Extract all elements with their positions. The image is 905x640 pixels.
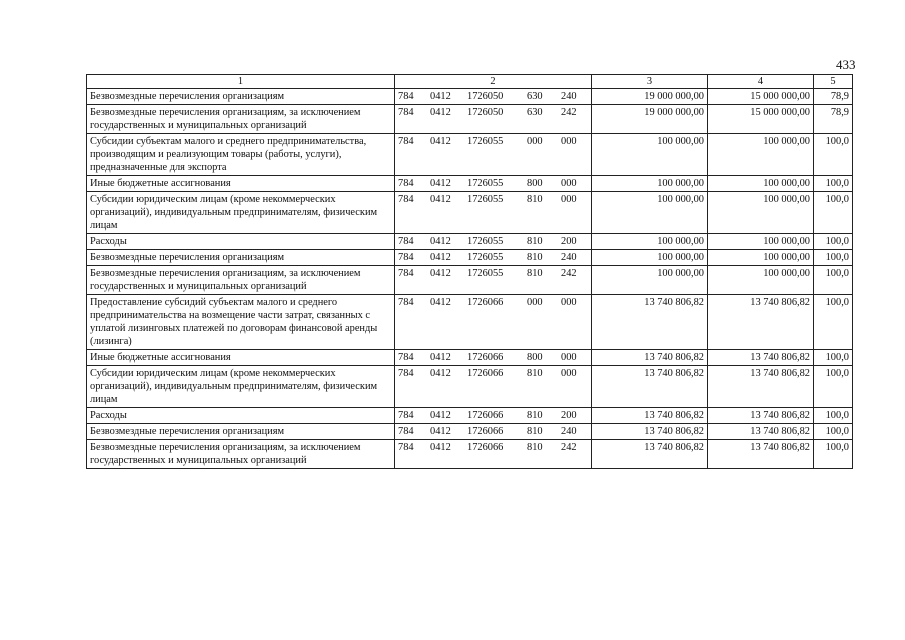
row-code-2: 0412 bbox=[430, 178, 451, 189]
row-code-5: 200 bbox=[561, 410, 577, 421]
table-row bbox=[87, 350, 853, 366]
row-value-col-3: 100 000,00 bbox=[592, 176, 708, 192]
row-name: Безвозмездные перечисления организациям bbox=[87, 424, 395, 440]
row-percent: 100,0 bbox=[814, 424, 853, 440]
row-code-1: 784 bbox=[398, 91, 414, 102]
row-code-2: 0412 bbox=[430, 410, 451, 421]
row-code-3: 1726055 bbox=[467, 178, 504, 189]
row-codes bbox=[395, 366, 592, 408]
row-value-col-4: 13 740 806,82 bbox=[708, 424, 814, 440]
row-name: Безвозмездные перечисления организациям bbox=[87, 250, 395, 266]
row-codes bbox=[395, 424, 592, 440]
row-value-col-3: 13 740 806,82 bbox=[592, 408, 708, 424]
row-value-col-4: 100 000,00 bbox=[708, 134, 814, 176]
table-row bbox=[87, 250, 853, 266]
row-code-4: 810 bbox=[527, 252, 543, 263]
table-row bbox=[87, 440, 853, 469]
row-code-2: 0412 bbox=[430, 252, 451, 263]
row-code-2: 0412 bbox=[430, 352, 451, 363]
row-name: Иные бюджетные ассигнования bbox=[87, 176, 395, 192]
row-code-1: 784 bbox=[398, 136, 414, 147]
table-row bbox=[87, 176, 853, 192]
table-row bbox=[87, 234, 853, 250]
row-code-1: 784 bbox=[398, 178, 414, 189]
row-name: Безвозмездные перечисления организациям, за исключением государственных и муниципальных организаций bbox=[87, 266, 395, 295]
row-code-4: 800 bbox=[527, 352, 543, 363]
row-code-4: 810 bbox=[527, 426, 543, 437]
row-codes bbox=[395, 105, 592, 134]
row-value-col-4: 100 000,00 bbox=[708, 176, 814, 192]
row-code-3: 1726066 bbox=[467, 352, 504, 363]
row-code-3: 1726066 bbox=[467, 368, 504, 379]
row-percent: 100,0 bbox=[814, 408, 853, 424]
row-codes bbox=[395, 250, 592, 266]
row-code-5: 200 bbox=[561, 236, 577, 247]
row-value-col-4: 100 000,00 bbox=[708, 266, 814, 295]
row-value-col-3: 100 000,00 bbox=[592, 192, 708, 234]
row-code-5: 240 bbox=[561, 252, 577, 263]
row-percent: 100,0 bbox=[814, 350, 853, 366]
row-code-5: 000 bbox=[561, 368, 577, 379]
row-percent: 78,9 bbox=[814, 105, 853, 134]
row-value-col-4: 13 740 806,82 bbox=[708, 295, 814, 350]
row-code-2: 0412 bbox=[430, 426, 451, 437]
row-value-col-3: 100 000,00 bbox=[592, 134, 708, 176]
table-row bbox=[87, 192, 853, 234]
header-col-3: 3 bbox=[592, 75, 708, 89]
budget-table bbox=[86, 74, 853, 469]
page-number: 433 bbox=[836, 57, 856, 72]
row-code-3: 1726066 bbox=[467, 297, 504, 308]
row-code-1: 784 bbox=[398, 268, 414, 279]
row-value-col-4: 13 740 806,82 bbox=[708, 350, 814, 366]
row-code-3: 1726066 bbox=[467, 410, 504, 421]
row-codes bbox=[395, 89, 592, 105]
row-name: Иные бюджетные ассигнования bbox=[87, 350, 395, 366]
row-codes bbox=[395, 192, 592, 234]
row-percent: 100,0 bbox=[814, 250, 853, 266]
row-code-4: 810 bbox=[527, 194, 543, 205]
row-code-3: 1726055 bbox=[467, 252, 504, 263]
row-value-col-3: 13 740 806,82 bbox=[592, 350, 708, 366]
table-header-row bbox=[87, 75, 853, 89]
row-name: Безвозмездные перечисления организациям, за исключением государственных и муниципальных организаций bbox=[87, 440, 395, 469]
row-codes bbox=[395, 350, 592, 366]
row-value-col-4: 100 000,00 bbox=[708, 192, 814, 234]
header-col-1: 1 bbox=[87, 75, 395, 89]
row-value-col-3: 13 740 806,82 bbox=[592, 295, 708, 350]
row-value-col-4: 13 740 806,82 bbox=[708, 366, 814, 408]
row-percent: 100,0 bbox=[814, 192, 853, 234]
row-percent: 100,0 bbox=[814, 366, 853, 408]
row-value-col-4: 15 000 000,00 bbox=[708, 105, 814, 134]
header-col-4: 4 bbox=[708, 75, 814, 89]
row-value-col-3: 13 740 806,82 bbox=[592, 366, 708, 408]
row-code-1: 784 bbox=[398, 352, 414, 363]
row-value-col-4: 100 000,00 bbox=[708, 250, 814, 266]
row-name: Расходы bbox=[87, 234, 395, 250]
row-value-col-4: 100 000,00 bbox=[708, 234, 814, 250]
row-code-4: 630 bbox=[527, 107, 543, 118]
row-code-1: 784 bbox=[398, 442, 414, 453]
row-percent: 78,9 bbox=[814, 89, 853, 105]
row-code-4: 000 bbox=[527, 136, 543, 147]
header-col-5: 5 bbox=[814, 75, 853, 89]
row-code-2: 0412 bbox=[430, 136, 451, 147]
row-codes bbox=[395, 440, 592, 469]
row-code-4: 810 bbox=[527, 268, 543, 279]
row-code-2: 0412 bbox=[430, 194, 451, 205]
row-code-1: 784 bbox=[398, 236, 414, 247]
row-code-2: 0412 bbox=[430, 442, 451, 453]
row-value-col-3: 19 000 000,00 bbox=[592, 105, 708, 134]
row-code-4: 800 bbox=[527, 178, 543, 189]
row-code-2: 0412 bbox=[430, 107, 451, 118]
row-code-1: 784 bbox=[398, 426, 414, 437]
row-code-5: 240 bbox=[561, 91, 577, 102]
row-code-5: 000 bbox=[561, 194, 577, 205]
row-code-1: 784 bbox=[398, 107, 414, 118]
row-code-4: 810 bbox=[527, 236, 543, 247]
row-name: Субсидии юридическим лицам (кроме некоммерческих организаций), индивидуальным предпринимателям, физическим лицам bbox=[87, 192, 395, 234]
table-row bbox=[87, 295, 853, 350]
row-code-4: 000 bbox=[527, 297, 543, 308]
table-row bbox=[87, 266, 853, 295]
row-code-3: 1726055 bbox=[467, 236, 504, 247]
row-code-2: 0412 bbox=[430, 368, 451, 379]
row-code-2: 0412 bbox=[430, 268, 451, 279]
row-code-5: 000 bbox=[561, 136, 577, 147]
row-code-3: 1726050 bbox=[467, 91, 504, 102]
row-value-col-3: 100 000,00 bbox=[592, 234, 708, 250]
row-name: Предоставление субсидий субъектам малого и среднего предпринимательства на возмещение части затрат, связанных с уплатой лизинговых платежей по договорам финансовой аренды (лизинга) bbox=[87, 295, 395, 350]
row-code-5: 242 bbox=[561, 107, 577, 118]
header-col-2: 2 bbox=[395, 75, 592, 89]
row-value-col-4: 15 000 000,00 bbox=[708, 89, 814, 105]
table-row bbox=[87, 134, 853, 176]
row-code-4: 810 bbox=[527, 442, 543, 453]
row-percent: 100,0 bbox=[814, 440, 853, 469]
row-code-5: 000 bbox=[561, 297, 577, 308]
table-row bbox=[87, 366, 853, 408]
row-code-2: 0412 bbox=[430, 91, 451, 102]
row-code-1: 784 bbox=[398, 297, 414, 308]
row-name: Субсидии юридическим лицам (кроме некоммерческих организаций), индивидуальным предпринимателям, физическим лицам bbox=[87, 366, 395, 408]
row-code-1: 784 bbox=[398, 252, 414, 263]
row-codes bbox=[395, 295, 592, 350]
row-code-5: 000 bbox=[561, 178, 577, 189]
row-percent: 100,0 bbox=[814, 234, 853, 250]
row-code-3: 1726066 bbox=[467, 442, 504, 453]
row-code-2: 0412 bbox=[430, 236, 451, 247]
row-percent: 100,0 bbox=[814, 295, 853, 350]
row-value-col-3: 100 000,00 bbox=[592, 266, 708, 295]
row-value-col-3: 13 740 806,82 bbox=[592, 424, 708, 440]
table-row bbox=[87, 105, 853, 134]
row-code-3: 1726066 bbox=[467, 426, 504, 437]
row-code-4: 630 bbox=[527, 91, 543, 102]
row-value-col-3: 19 000 000,00 bbox=[592, 89, 708, 105]
row-code-1: 784 bbox=[398, 368, 414, 379]
row-percent: 100,0 bbox=[814, 134, 853, 176]
row-codes bbox=[395, 176, 592, 192]
row-code-3: 1726055 bbox=[467, 194, 504, 205]
row-codes bbox=[395, 266, 592, 295]
table-row bbox=[87, 424, 853, 440]
row-code-3: 1726050 bbox=[467, 107, 504, 118]
row-value-col-4: 13 740 806,82 bbox=[708, 408, 814, 424]
row-name: Субсидии субъектам малого и среднего предпринимательства, производящим и реализующим товары (работы, услуги), предназначенные для экспорта bbox=[87, 134, 395, 176]
row-code-2: 0412 bbox=[430, 297, 451, 308]
row-code-5: 000 bbox=[561, 352, 577, 363]
row-code-4: 810 bbox=[527, 368, 543, 379]
row-code-1: 784 bbox=[398, 410, 414, 421]
row-name: Безвозмездные перечисления организациям, за исключением государственных и муниципальных организаций bbox=[87, 105, 395, 134]
row-name: Расходы bbox=[87, 408, 395, 424]
table-row bbox=[87, 408, 853, 424]
table-row bbox=[87, 89, 853, 105]
row-value-col-3: 13 740 806,82 bbox=[592, 440, 708, 469]
row-code-4: 810 bbox=[527, 410, 543, 421]
row-codes bbox=[395, 408, 592, 424]
row-code-1: 784 bbox=[398, 194, 414, 205]
row-code-5: 240 bbox=[561, 426, 577, 437]
row-value-col-3: 100 000,00 bbox=[592, 250, 708, 266]
row-codes bbox=[395, 234, 592, 250]
row-name: Безвозмездные перечисления организациям bbox=[87, 89, 395, 105]
row-codes bbox=[395, 134, 592, 176]
row-code-5: 242 bbox=[561, 268, 577, 279]
row-code-3: 1726055 bbox=[467, 268, 504, 279]
row-code-5: 242 bbox=[561, 442, 577, 453]
row-percent: 100,0 bbox=[814, 266, 853, 295]
row-code-3: 1726055 bbox=[467, 136, 504, 147]
row-value-col-4: 13 740 806,82 bbox=[708, 440, 814, 469]
row-percent: 100,0 bbox=[814, 176, 853, 192]
